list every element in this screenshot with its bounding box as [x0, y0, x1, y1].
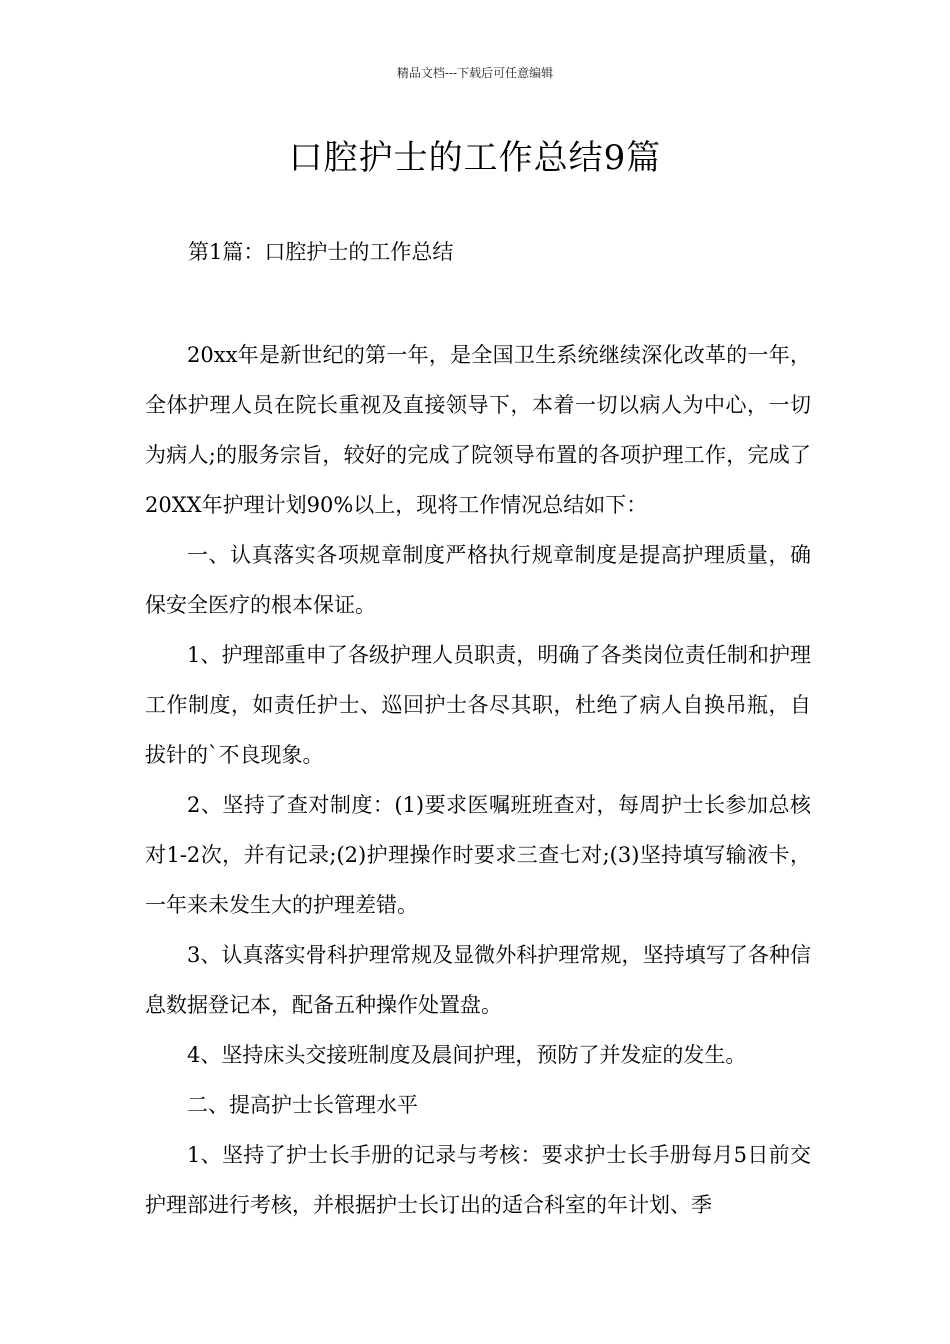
paragraph: 二、提高护士长管理水平	[187, 1093, 418, 1117]
paragraph: 1、护理部重申了各级护理人员职责，明确了各类岗位责任制和护理工作制度，如责任护士、巡回护士各尽其职，杜绝了病人自换吊瓶，自拔针的`不良现象。	[145, 643, 811, 767]
paragraph: 20xx年是新世纪的第一年，是全国卫生系统继续深化改革的一年，全体护理人员在院长重视及直接领导下，本着一切以病人为中心，一切为病人;的服务宗旨，较好的完成了院领导布置的各项护理工作，完成了20XX年护理计划90%以上，现将工作情况总结如下：	[145, 343, 811, 517]
document-title: 口腔护士的工作总结9篇	[288, 138, 662, 178]
page-header: 精品文档---下载后可任意编辑	[396, 66, 554, 80]
paragraph: 3、认真落实骨科护理常规及显微外科护理常规，坚持填写了各种信息数据登记本，配备五种操作处置盘。	[145, 943, 811, 1017]
paragraph: 4、坚持床头交接班制度及晨间护理，预防了并发症的发生。	[187, 1043, 747, 1067]
section-heading: 第1篇：口腔护士的工作总结	[188, 240, 454, 264]
paragraph: 1、坚持了护士长手册的记录与考核：要求护士长手册每月5日前交护理部进行考核，并根据护士长订出的适合科室的年计划、季	[145, 1143, 811, 1217]
paragraph: 一、认真落实各项规章制度严格执行规章制度是提高护理质量，确保安全医疗的根本保证。	[145, 543, 811, 617]
paragraph: 2、坚持了查对制度：(1)要求医嘱班班查对，每周护士长参加总核对1-2次，并有记录;(2)护理操作时要求三查七对;(3)坚持填写输液卡，一年来未发生大的护理差错。	[145, 793, 811, 917]
document-body	[145, 330, 811, 1230]
